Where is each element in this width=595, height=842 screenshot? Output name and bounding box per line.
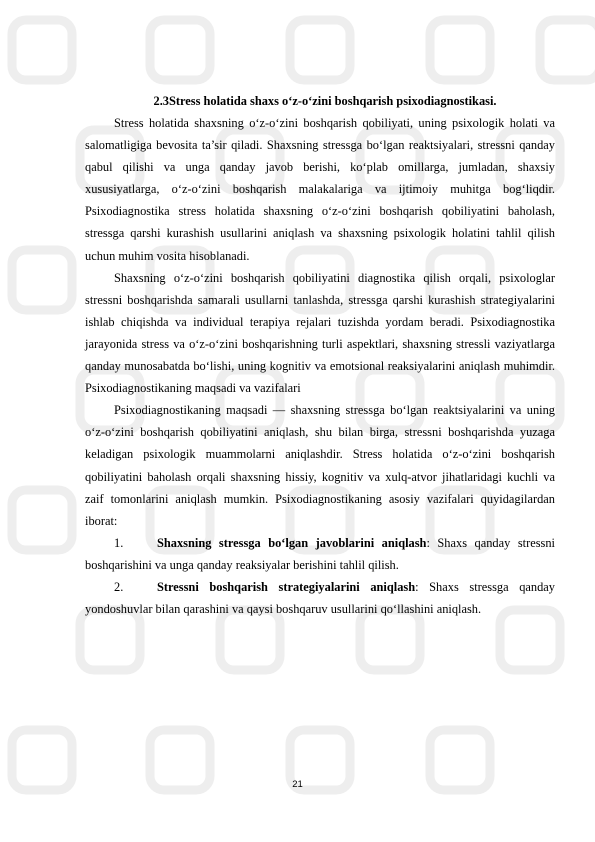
list-item-text: : Shaxs qanday stressni boshqarishini va unga qanday reaksiyalar berishini tahlil qilish. (85, 535, 555, 572)
list-item-number: 1. (114, 535, 124, 550)
body-paragraph: Psixodiagnostikaning maqsadi — shaxsning stressga bo‘lgan reaktsiyalarini va uning o‘z-o‘zini boshqarish qobiliyatini aniqlash, shu bilan birga, stressni boshqarishda yuzaga keladigan psixologik muammolarni aniqlashdir. Stress holatida o‘z-o‘zini boshqarish qobiliyatini baholash orqali shaxsning hissiy, kognitiv va xulq-atvor jihatlaridagi kuchli va zaif tomonlarini aniqlash mumkin. Psixodiagnostikaning asosiy vazifalari quyidagilardan iborat: (85, 403, 555, 528)
document-page (85, 90, 555, 620)
list-item (85, 532, 555, 576)
body-paragraph: Stress holatida shaxsning o‘z-o‘zini boshqarish qobiliyati, uning psixologik holati va salomatligiga bevosita ta’sir qiladi. Shaxsning stressga bo‘lgan reaktsiyalari, stressni qanday qabul qilishi va unga qanday javob berishi, ko‘plab omillarga, jumladan, shaxsiy xususiyatlarga, o‘z-o‘zini boshqarish malakalariga va ijtimoiy muhitga bog‘liqdir. Psixodiagnostika stress holatida shaxsning o‘z-o‘zini boshqarish qobiliyatini baholash, stressga qarshi kurashish usullarini aniqlash va shaxsning psixologik holatini tahlil qilish uchun muhim vosita hisoblanadi. (85, 116, 555, 263)
body-paragraph: Shaxsning o‘z-o‘zini boshqarish qobiliyatini diagnostika qilish orqali, psixologlar stressni boshqarishda samarali usullarni tanlashda, stressga qarshi kurashish strategiyalarini ishlab chiqishda va individual terapiya rejalari tuzishda yordam beradi. Psixodiagnostika jarayonida stress va o‘z-o‘zini boshqarishning turli aspektlari, shaxsning stressli vaziyatlarga qanday munosabatda bo‘lishi, uning kognitiv va emotsional reaksiyalarini aniqlash muhimdir. Psixodiagnostikaning maqsadi va vazifalari (85, 270, 555, 396)
list-item (85, 576, 555, 620)
list-item-text: : Shaxs stressga qanday yondoshuvlar bilan qarashini va qaysi boshqaruv usullarini qo‘llashini aniqlash. (85, 579, 555, 617)
list-item-term: Shaxsning stressga bo‘lgan javoblarini aniqlash (157, 535, 427, 550)
list-item-term: Stressni boshqarish strategiyalarini aniqlash (157, 579, 416, 594)
list-item-number: 2. (114, 579, 124, 594)
page-number: 21 (292, 779, 303, 790)
section-heading: 2.3Stress holatida shaxs o‘z-o‘zini boshqarish psixodiagnostikasi. (153, 94, 497, 108)
